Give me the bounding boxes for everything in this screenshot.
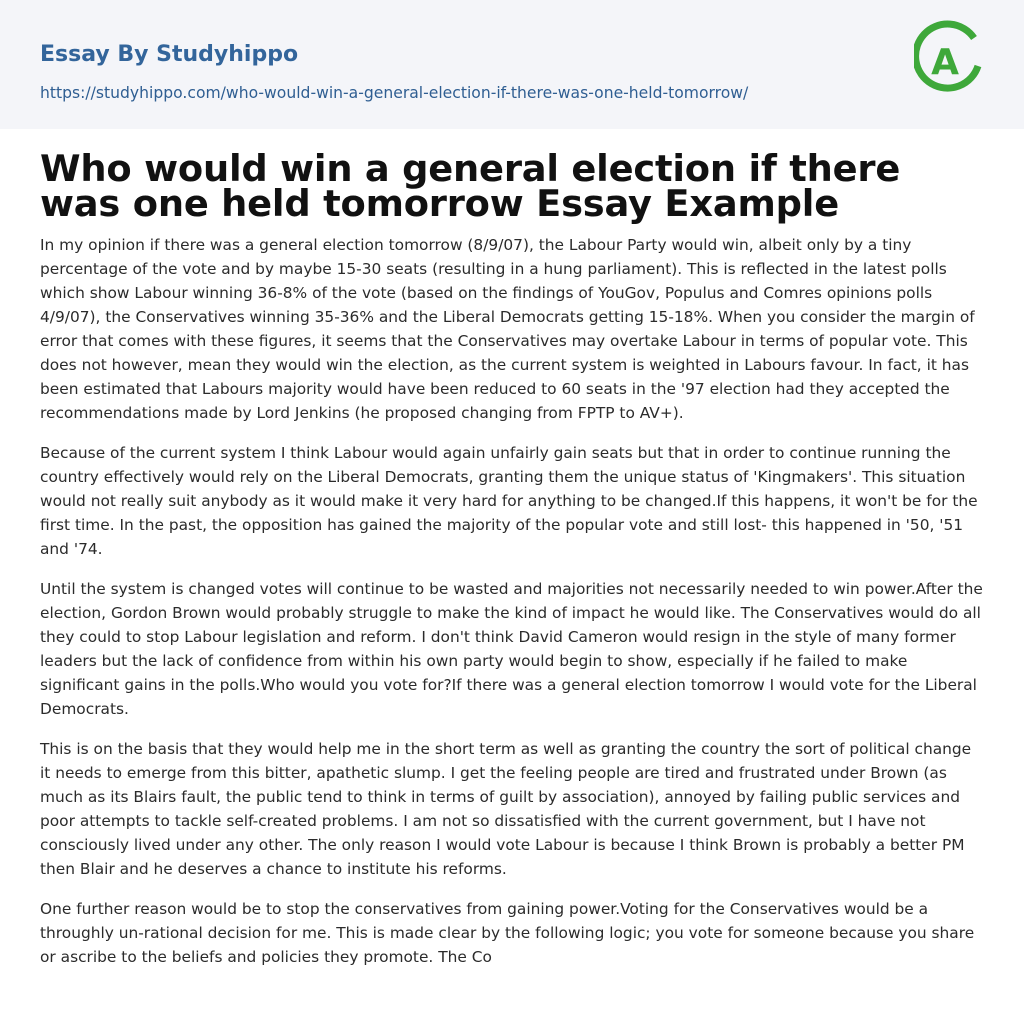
essay-content [0,147,1024,969]
essay-title: Who would win a general election if there was one held tomorrow Essay Example [40,147,901,225]
logo-letter: A [931,42,959,83]
studyhippo-logo-icon[interactable] [914,18,986,104]
essay-paragraph: Until the system is changed votes will continue to be wasted and majorities not necessarily needed to win power.After the election, Gordon Brown would probably struggle to make the kind of impact he would like. The Conservatives would do all they could to stop Labour legislation and reform. I don't think David Cameron would resign in the style of many former leaders but the lack of confidence from within his own party would begin to show, especially if he failed to make significant gains in the polls.Who would you vote for?If there was a general election tomorrow I would vote for the Liberal Democrats. [40,580,983,718]
essay-paragraph: Because of the current system I think Labour would again unfairly gain seats but that in order to continue running the country effectively would rely on the Liberal Democrats, granting them the unique status of 'Kingmakers'. This situation would not really suit anybody as it would make it very hard for anything to be changed.If this happens, it won't be for the first time. In the past, the opposition has gained the majority of the popular vote and still lost- this happened in '50, '51 and '74. [40,444,978,558]
page-url-link[interactable]: https://studyhippo.com/who-would-win-a-general-election-if-there-was-one-held-tomorrow/ [40,84,749,102]
site-title[interactable]: Essay By Studyhippo [40,42,299,67]
essay-paragraph: One further reason would be to stop the conservatives from gaining power.Voting for the Conservatives would be a throughly un-rational decision for me. This is made clear by the following logic; you vote for someone because you share or ascribe to the beliefs and policies they promote. The Co [40,900,975,966]
essay-paragraph: This is on the basis that they would help me in the short term as well as granting the country the sort of political change it needs to emerge from this bitter, apathetic slump. I get the feeling people are tired and frustrated under Brown (as much as its Blairs fault, the public tend to think in terms of guilt by association), annoyed by failing public services and poor attempts to tackle self-created problems. I am not so dissatisfied with the current government, but I have not consciously lived under any other. The only reason I would vote Labour is because I think Brown is probably a better PM then Blair and he deserves a chance to institute his reforms. [40,740,972,878]
essay-paragraph: In my opinion if there was a general election tomorrow (8/9/07), the Labour Party would win, albeit only by a tiny percentage of the vote and by maybe 15-30 seats (resulting in a hung parliament). This is reflected in the latest polls which show Labour winning 36-8% of the vote (based on the findings of YouGov, Populus and Comres opinions polls 4/9/07), the Conservatives winning 35-36% and the Liberal Democrats getting 15-18%. When you consider the margin of error that comes with these figures, it seems that the Conservatives may overtake Labour in terms of popular vote. This does not however, mean they would win the election, as the current system is weighted in Labours favour. In fact, it has been estimated that Labours majority would have been reduced to 60 seats in the '97 election had they accepted the recommendations made by Lord Jenkins (he proposed changing from FPTP to AV+). [40,236,975,422]
site-header [0,0,1024,129]
